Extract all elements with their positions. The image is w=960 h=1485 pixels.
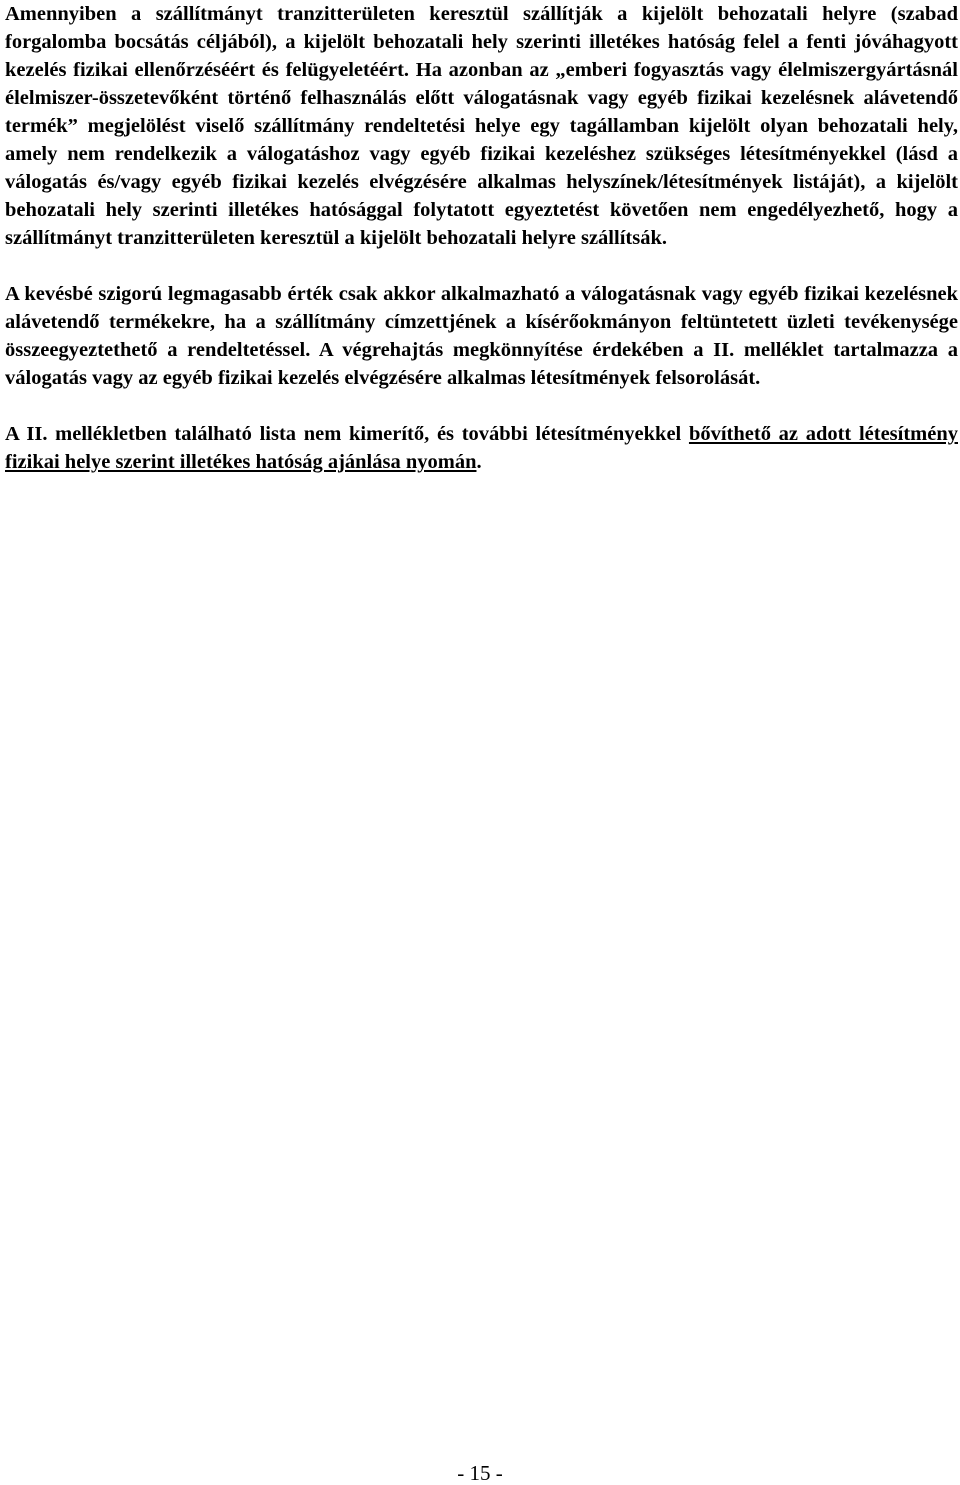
paragraph-3-underlined: bővíthető az adott létesítmény fizikai helye szerint illetékes hatóság ajánlása nyomán — [5, 423, 958, 473]
paragraph-1 — [5, 0, 958, 252]
paragraph-1-part-2: Ha azonban az „emberi fogyasztás vagy élelmiszergyártásnál élelmiszer-összetevőként történő felhasználás előtt válogatásnak vagy egyéb fizikai kezelésnek alávetendő termék” megjelölést viselő szállítmány rendeltetési helye egy tagállamban kijelölt olyan behozatali hely, amely nem rendelkezik a válogatáshoz vagy egyéb fizikai kezeléshez szükséges létesítményekkel (lásd a válogatás és/vagy egyéb fizikai kezelés elvégzésére alkalmas helyszínek/létesítmények listáját), a kijelölt behozatali hely szerinti illetékes hatósággal folytatott egyeztetést követően nem engedélyezhető, hogy a szállítmányt tranzitterületen keresztül a kijelölt behozatali helyre szállítsák. — [5, 59, 958, 249]
document-page — [5, 0, 958, 476]
page-number: - 15 - — [457, 1461, 503, 1485]
paragraph-3 — [5, 420, 958, 476]
paragraph-3-end: . — [476, 451, 482, 473]
paragraph-3-plain: A II. mellékletben található lista nem kimerítő, és további létesítményekkel — [5, 423, 689, 445]
paragraph-2: A kevésbé szigorú legmagasabb érték csak akkor alkalmazható a válogatásnak vagy egyéb fizikai kezelésnek alávetendő termékekre, ha a szállítmány címzettjének a kísérőokmányon feltüntetett üzleti tevékenysége összeegyeztethető a rendeltetéssel. A végrehajtás megkönnyítése érdekében a II. melléklet tartalmazza a válogatás vagy az egyéb fizikai kezelés elvégzésére alkalmas létesítmények felsorolását. — [5, 283, 958, 389]
paragraph-1-part-1: Amennyiben a szállítmányt tranzitterületen keresztül szállítják a kijelölt behozatali helyre (szabad forgalomba bocsátás céljából), a kijelölt behozatali hely szerinti illetékes hatóság felel a fenti jóváhagyott kezelés fizikai ellenőrzéséért és felügyeletéért. — [5, 3, 958, 81]
